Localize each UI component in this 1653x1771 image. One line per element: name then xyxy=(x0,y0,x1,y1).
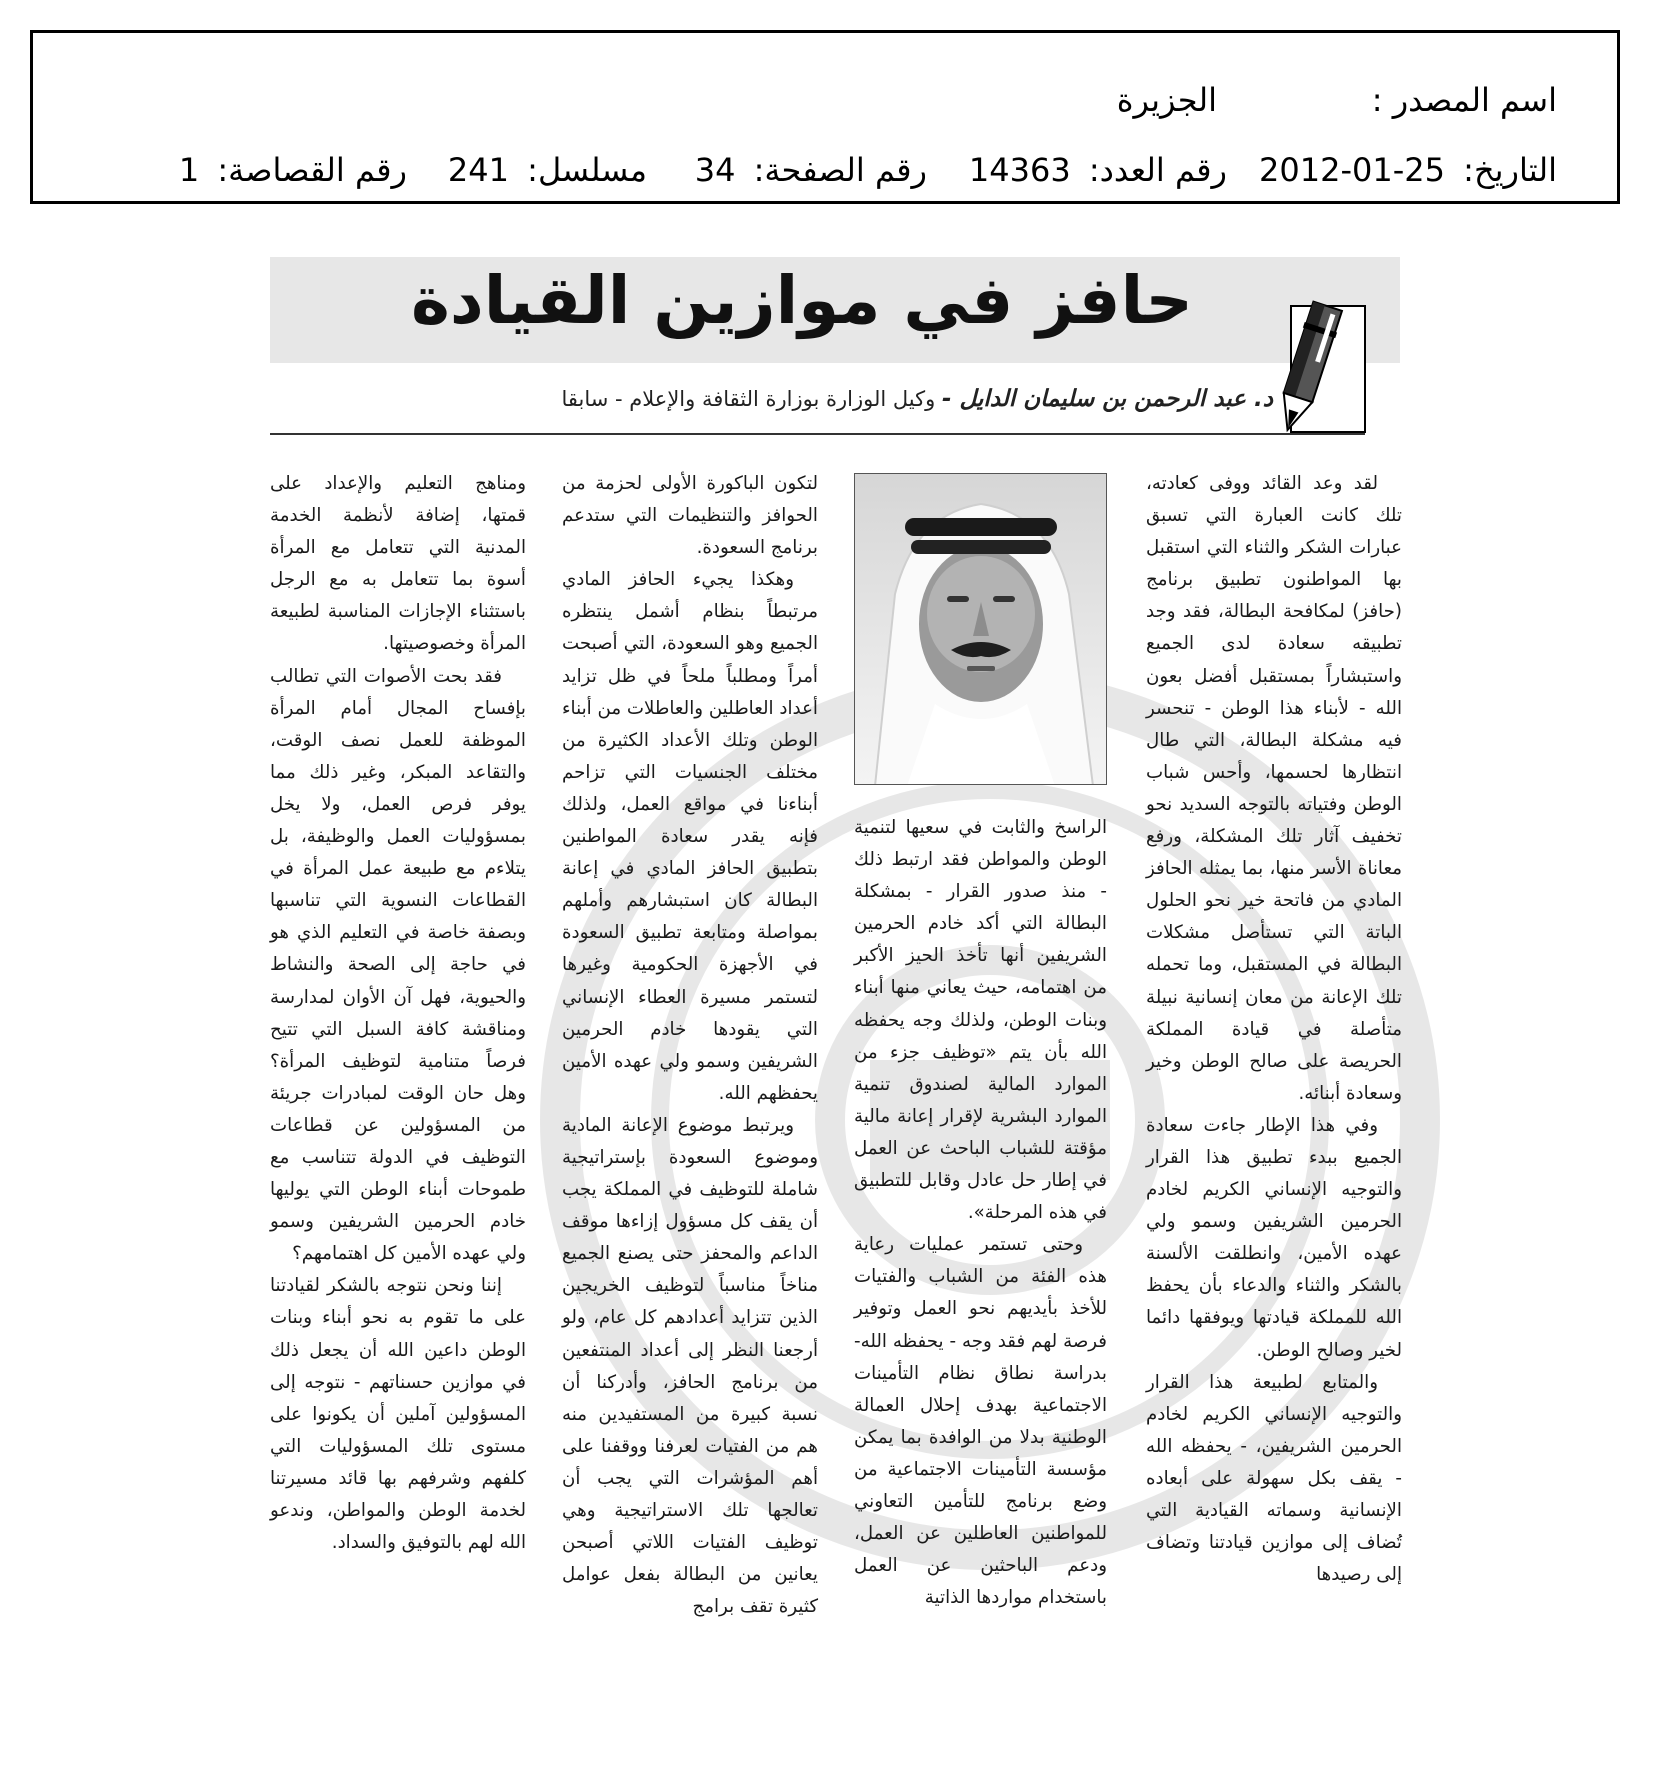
article-paragraph: لتكون الباكورة الأولى لحزمة من الحوافز والتنظيمات التي ستدعم برنامج السعودة. xyxy=(562,473,818,559)
article-column-2 xyxy=(854,812,1107,1614)
article-paragraph: إننا ونحن نتوجه بالشكر لقيادتنا على ما تقوم به نحو أبناء وبنات الوطن داعين الله أن يجعل ذلك في موازين حسناتهم - نتوجه إلى المسؤولين آملين أن يكونوا على مستوى تلك المسؤوليات التي كلفهم وشرفهم بها قائد مسيرتنا لخدمة الوطن والمواطن، وندعو الله لهم بالتوفيق والسداد. xyxy=(270,1275,526,1554)
page-field xyxy=(695,151,927,189)
serial-field xyxy=(448,151,647,189)
date-value: 2012-01-25 xyxy=(1259,151,1445,189)
article-headline: حافز في موازين القيادة xyxy=(410,262,1193,339)
author-role: وكيل الوزارة بوزارة الثقافة والإعلام - سابقا xyxy=(561,387,936,411)
article-paragraph: الراسخ والثابت في سعيها لتنمية الوطن والمواطن فقد ارتبط ذلك - منذ صدور القرار - بمشكلة البطالة التي أكد خادم الحرمين الشريفين أنها تأخذ الحيز الأكبر من اهتمامه، حيث يعاني منها أبناء وبنات الوطن، ولذلك وجه يحفظه الله بأن يتم «توظيف جزء من الموارد المالية لصندوق تنمية الموارد البشرية لإقرار إعانة مالية مؤقتة للشباب الباحث عن العمل في إطار حل عادل وقابل للتطبيق في هذه المرحلة». xyxy=(854,817,1107,1224)
author-name: د. عبد الرحمن بن سليمان الدايل - xyxy=(941,386,1273,412)
article-paragraph: ومناهج التعليم والإعداد على قمتها، إضافة لأنظمة الخدمة المدنية التي تتعامل مع المرأة أسوة بما تتعامل به مع الرجل باستثناء الإجازات المناسبة لطبيعة المرأة وخصوصيتها. xyxy=(270,473,526,655)
article-paragraph: فقد بحت الأصوات التي تطالب بإفساح المجال أمام المرأة الموظفة للعمل نصف الوقت، والتقاعد المبكر، وغير ذلك مما يوفر فرص العمل، ولا يخل بمسؤوليات العمل والوظيفة، بل يتلاءم مع طبيعة عمل المرأة في القطاعات النسوية التي تناسبها وبصفة خاصة في التعليم الذي هو في حاجة إلى الصحة والنشاط والحيوية، فهل آن الأوان لمدارسة ومناقشة كافة السبل التي تتيح فرصاً متنامية لتوظيف المرأة؟ وهل حان الوقت لمبادرات جريئة من المسؤولين عن قطاعات التوظيف في الدولة تتناسب مع طموحات أبناء الوطن التي يوليها خادم الحرمين الشريفين وسمو ولي عهده الأمين كل اهتمامهم؟ xyxy=(270,665,526,1265)
source-field xyxy=(1372,81,1557,119)
clip-label: رقم القصاصة: xyxy=(217,151,407,189)
source-label: اسم المصدر : xyxy=(1371,81,1557,119)
article-paragraph: وهكذا يجيء الحافز المادي مرتبطاً بنظام أشمل ينتظره الجميع وهو السعودة، التي أصبحت أمراً ومطلباً ملحاً في ظل تزايد أعداد العاطلين والعاطلات من أبناء الوطن وتلك الأعداد الكثيرة من مختلف الجنسيات التي تزاحم أبناءنا في مواقع العمل، ولذلك فإنه يقدر سعادة المواطنين بتطبيق الحافز المادي في إعانة البطالة كان استبشارهم وأملهم بمواصلة ومتابعة تطبيق السعودة في الأجهزة الحكومية وغيرها لتستمر مسيرة العطاء الإنساني التي يقودها خادم الحرمين الشريفين وسمو ولي عهده الأمين يحفظهم الله. xyxy=(562,569,818,1104)
author-portrait-graphic xyxy=(855,474,1107,785)
date-label: التاريخ: xyxy=(1463,151,1557,189)
article-paragraph: ويرتبط موضوع الإعانة المادية وموضوع السعودة بإستراتيجية شاملة للتوظيف في المملكة يجب أن يقف كل مسؤول إزاءها موقف الداعم والمحفز حتى يصنع الجميع مناخاً مناسباً لتوظيف الخريجين الذين تتزايد أعدادهم كل عام، ولو أرجعنا النظر إلى أعداد المنتفعين من برنامج الحافز، وأدركنا أن نسبة كبيرة من المستفيدين منه هم من الفتيات لعرفنا ووقفنا على أهم المؤشرات التي يجب أن تعالجها تلك الاستراتيجية وهي توظيف الفتيات اللاتي أصبحن يعانين من البطالة بفعل عوامل كثيرة تقف برامج xyxy=(562,1114,818,1618)
newspaper-name xyxy=(1117,81,1217,119)
byline xyxy=(561,386,1273,412)
pen-icon-graphic xyxy=(1252,295,1362,445)
article-paragraph: وفي هذا الإطار جاءت سعادة الجميع ببدء تطبيق هذا القرار والتوجيه الإنساني الكريم لخادم الحرمين الشريفين وسمو ولي عهده الأمين، وانطلقت الألسنة بالشكر والثناء والدعاء بأن يحفظ الله للمملكة قيادتها ويوفقها دائما لخير وصالح الوطن. xyxy=(1146,1114,1402,1361)
article-paragraph: وحتى تستمر عمليات رعاية هذه الفئة من الشباب والفتيات للأخذ بأيديهم نحو العمل وتوفير فرصة لهم فقد وجه - يحفظه الله- بدراسة نطاق نظام التأمينات الاجتماعية بهدف إحلال العمالة الوطنية بدلا من الوافدة بما يمكن مؤسسة التأمينات الاجتماعية من وضع برنامج للتأمين التعاوني للمواطنين العاطلين عن العمل، ودعم الباحثين عن العمل باستخدام مواردها الذاتية xyxy=(854,1234,1107,1609)
article-paragraph: لقد وعد القائد ووفى كعادته، تلك كانت العبارة التي تسبق عبارات الشكر والثناء التي استقبل بها المواطنون تطبيق برنامج (حافز) لمكافحة البطالة، فقد وجد تطبيقه سعادة لدى الجميع واستبشاراً بمستقبل أفضل بعون الله - لأبناء هذا الوطن - تنحسر فيه مشكلة البطالة، التي طال انتظارها لحسمها، وأحس شباب الوطن وفتياته بالتوجه السديد نحو تخفيف آثار تلك المشكلة، ورفع معاناة الأسر منها، بما يمثله الحافز المادي من فاتحة خير نحو الحلول الباتة التي تستأصل مشكلات البطالة في المستقبل، وما تحمله تلك الإعانة من معان إنسانية نبيلة متأصلة في قيادة المملكة الحريصة على صالح الوطن وخير وسعادة أبنائه. xyxy=(1146,473,1402,1104)
clipping-metadata-box xyxy=(30,30,1620,204)
newspaper-value: الجزيرة xyxy=(1116,81,1217,119)
page-label: رقم الصفحة: xyxy=(753,151,927,189)
serial-value: 241 xyxy=(447,151,509,189)
clip-value: 1 xyxy=(178,151,200,189)
article-column-4 xyxy=(270,468,526,1559)
date-field xyxy=(1259,151,1557,189)
article-paragraph: والمتابع لطبيعة هذا القرار والتوجيه الإنساني الكريم لخادم الحرمين الشريفين، - يحفظه الله - يقف بكل سهولة على أبعاده الإنسانية وسماته القيادية التي تُضاف إلى موازين قيادتنا وتضاف إلى رصيدها xyxy=(1146,1371,1402,1586)
issue-value: 14363 xyxy=(968,151,1071,189)
pen-icon xyxy=(1290,305,1366,433)
article-column-3 xyxy=(562,468,818,1623)
page-value: 34 xyxy=(694,151,736,189)
author-photo xyxy=(854,473,1107,785)
byline-divider xyxy=(270,433,1365,435)
article-column-1 xyxy=(1146,468,1402,1591)
issue-field xyxy=(969,151,1227,189)
clip-field xyxy=(179,151,407,189)
issue-label: رقم العدد: xyxy=(1088,151,1227,189)
serial-label: مسلسل: xyxy=(527,151,647,189)
